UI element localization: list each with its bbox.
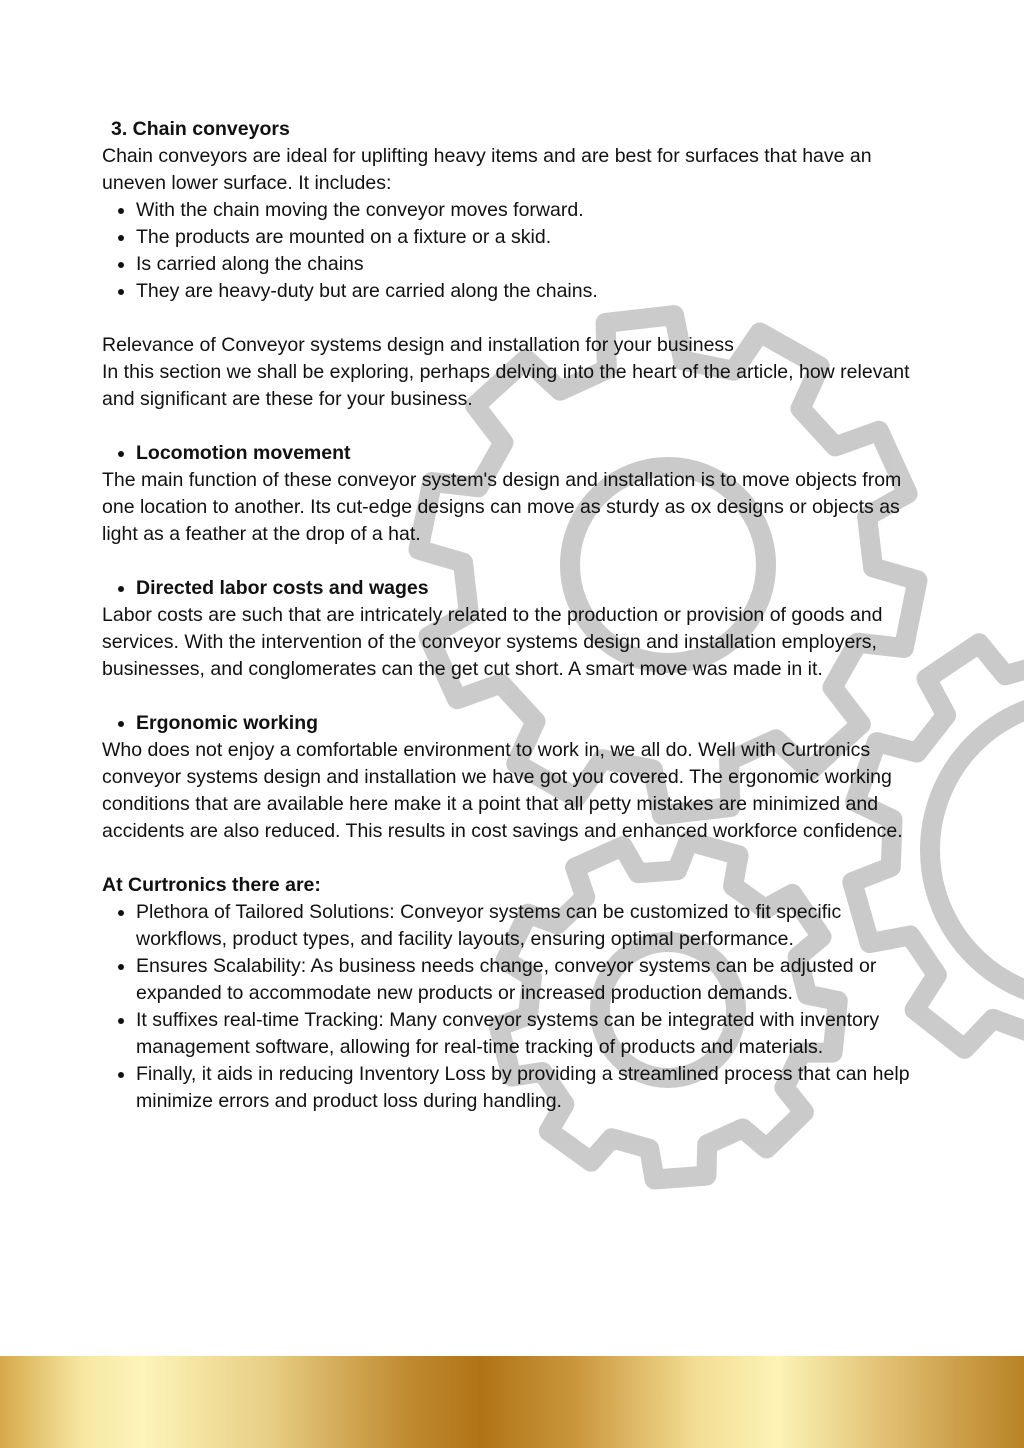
ergonomic-heading: • Ergonomic working (136, 710, 922, 737)
relevance-title: Relevance of Conveyor systems design and installation for your business (102, 334, 734, 356)
list-item: • It suffixes real-time Tracking: Many conveyor systems can be integrated with inventory management software, allowing for real-time tracking of products and materials. (136, 1007, 922, 1061)
list-item: • Plethora of Tailored Solutions: Conveyor systems can be customized to fit specific workflows, product types, and facility layouts, ensuring optimal performance. (136, 899, 922, 953)
chain-conveyors-intro: Chain conveyors are ideal for uplifting heavy items and are best for surfaces that have an uneven lower surface. It includes: (102, 145, 872, 194)
labor-heading: • Directed labor costs and wages (136, 575, 922, 602)
document-body (102, 116, 922, 1115)
list-item: • Is carried along the chains (136, 251, 922, 278)
locomotion-text: The main function of these conveyor system's design and installation is to move objects from one location to another. Its cut-edge designs can move as sturdy as ox designs or objects as light as a feather at the drop of a hat. (102, 469, 902, 545)
list-item: • They are heavy-duty but are carried along the chains. (136, 278, 922, 305)
gear-right-hub (930, 700, 1024, 1000)
section-heading-chain-conveyors: 3. Chain conveyors (111, 118, 290, 140)
ergonomic-text: Who does not enjoy a comfortable environment to work in, we all do. Well with Curtronics conveyor systems design and installation we have got you covered. The ergonomic working conditions that are available here make it a point that all petty mistakes are minimized and accidents are also reduced. This results in cost savings and enhanced workforce confidence. (102, 739, 903, 842)
list-item: • With the chain moving the conveyor moves forward. (136, 197, 922, 224)
labor-text: Labor costs are such that are intricately related to the production or provision of goods and services. With the intervention of the conveyor systems design and installation employers, businesses, and conglomerates can the get cut short. A smart move was made in it. (102, 604, 883, 680)
labor-heading-list (102, 575, 922, 602)
list-item: • Finally, it aids in reducing Inventory Loss by providing a streamlined process that can help minimize errors and product loss during handling. (136, 1061, 922, 1115)
list-item: • The products are mounted on a fixture or a skid. (136, 224, 922, 251)
relevance-text: In this section we shall be exploring, perhaps delving into the heart of the article, how relevant and significant are these for your business. (102, 361, 910, 410)
curtronics-heading: At Curtronics there are: (102, 874, 321, 896)
curtronics-list (102, 899, 922, 1115)
list-item: • Ensures Scalability: As business needs change, conveyor systems can be adjusted or expanded to accommodate new products or increased production demands. (136, 953, 922, 1007)
chain-conveyors-list (102, 197, 922, 305)
locomotion-heading: • Locomotion movement (136, 440, 922, 467)
locomotion-heading-list (102, 440, 922, 467)
ergonomic-heading-list (102, 710, 922, 737)
gold-footer-bar (0, 1356, 1024, 1448)
